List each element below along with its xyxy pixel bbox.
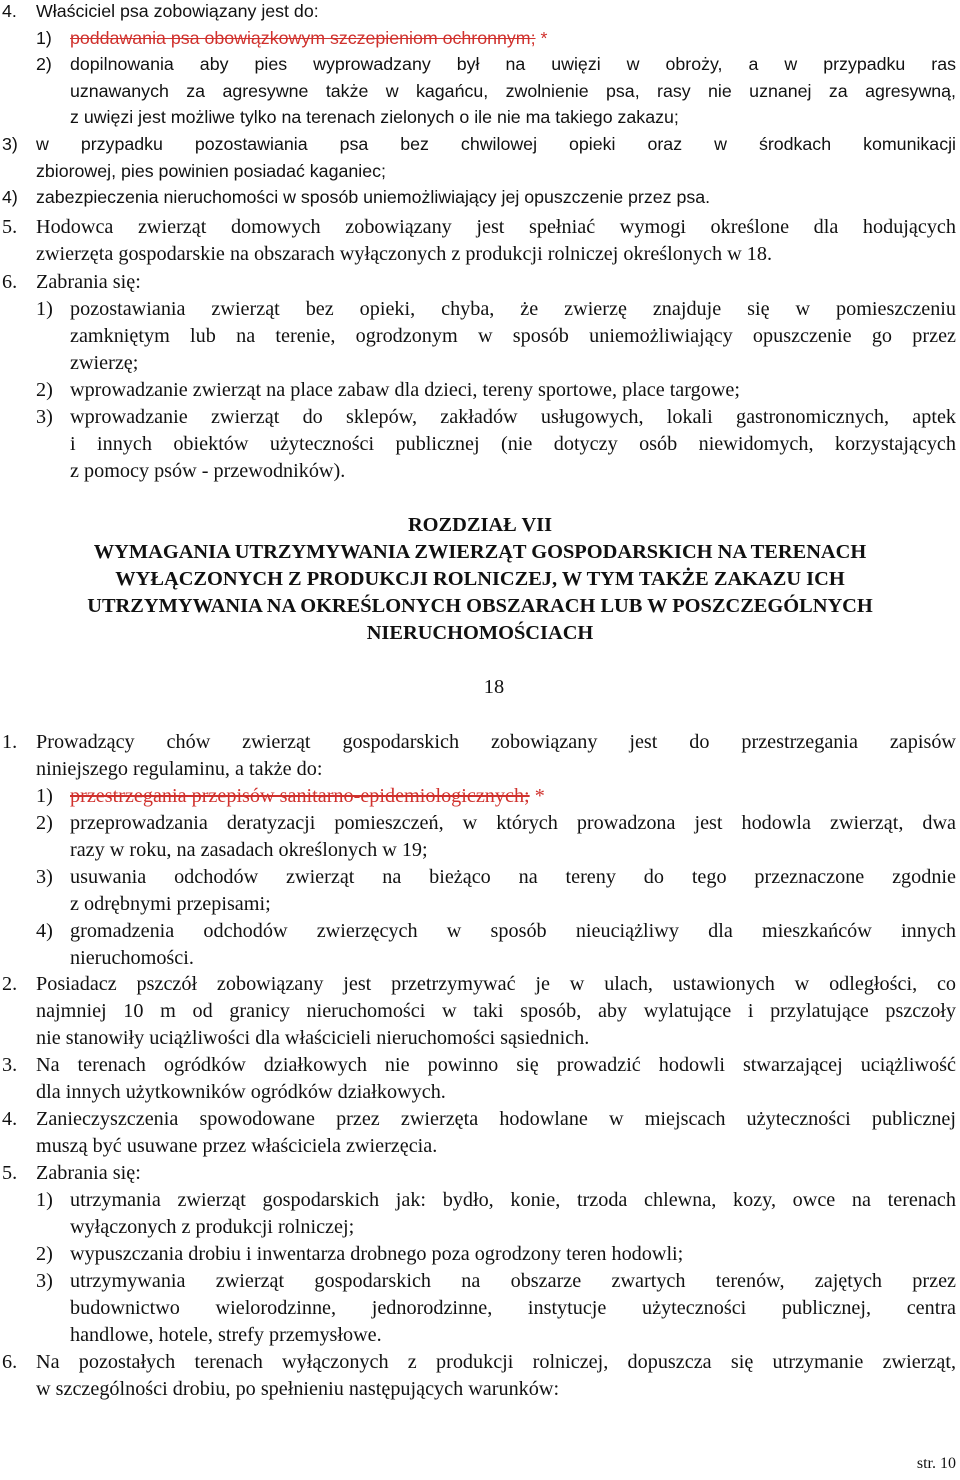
text-line: Prowadzący chów zwierząt gospodarskich zobowiązany jest do przestrzegania zapisów	[36, 731, 956, 753]
text-line: z pomocy psów - przewodników).	[70, 460, 346, 482]
text-line: nieruchomości.	[70, 947, 194, 969]
struck-text: przestrzegania przepisów sanitarno-epidemiologicznych;	[70, 785, 530, 807]
item-number: 3)	[2, 133, 18, 154]
list-item	[36, 1268, 956, 1349]
text-line: w przypadku pozostawiania psa bez chwilowej opieki oraz w środkach komunikacji	[36, 133, 956, 154]
text-line: zbiorowej, pies powinien posiadać kaganiec;	[36, 160, 386, 181]
paragraph-number: 2.	[2, 973, 18, 995]
text-line: najmniej 10 m od granicy nieruchomości w taki sposób, aby wylatujące i przylatujące pszczoły	[36, 1000, 956, 1022]
chapter-heading	[0, 512, 960, 647]
text-line: utrzymywania zwierząt gospodarskich na obszarze zwartych terenów, zajętych przez	[70, 1270, 956, 1292]
list-item	[36, 51, 956, 131]
paragraph-intro: Zabrania się:	[36, 271, 141, 293]
chapter-subtitle-line: WYMAGANIA UTRZYMYWANIA ZWIERZĄT GOSPODARSKICH NA TERENACH	[93, 541, 867, 563]
text-line: uznawanych za agresywne także w kagańcu, zwolnienie psa, rasy nie uznanej za agresywną,	[70, 80, 956, 101]
paragraph-6-prohibitions	[2, 269, 956, 485]
text-line: i innych obiektów użyteczności publicznej (nie dotyczy osób niewidomych, korzystających	[70, 433, 956, 455]
page-number: str. 10	[916, 1455, 956, 1472]
paragraph-2-beekeeper	[2, 971, 956, 1052]
paragraph-1-livestock-keeper	[2, 729, 956, 972]
list-item	[36, 783, 956, 810]
text-line: przeprowadzania deratyzacji pomieszczeń, w których prowadzona jest hodowla zwierząt, dwa	[70, 812, 956, 834]
text-line: wprowadzanie zwierząt na place zabaw dla dzieci, tereny sportowe, place targowe;	[70, 379, 740, 401]
text-line: z uwięzi jest możliwe tylko na terenach zielonych o ile nie ma takiego zakazu;	[70, 107, 679, 128]
text-line: niniejszego regulaminu, a także do:	[36, 758, 323, 780]
chapter-subtitle-line: WYŁĄCZONYCH Z PRODUKCJI ROLNICZEJ, W TYM TAKŻE ZAKAZU ICH	[115, 568, 845, 590]
paragraph-number: 3.	[2, 1054, 18, 1076]
paragraph-number: 1.	[2, 731, 18, 753]
paragraph-4-contamination	[2, 1106, 956, 1160]
item-number: 3)	[36, 866, 53, 888]
list-item	[36, 404, 956, 485]
text-line: wyłączonych z produkcji rolniczej;	[70, 1216, 355, 1238]
chapter-subtitle-line: NIERUCHOMOŚCIACH	[366, 622, 594, 644]
text-line: nie stanowiły uciążliwości dla właścicieli nieruchomości sąsiednich.	[36, 1027, 590, 1049]
paragraph-number: 5.	[2, 1162, 18, 1184]
item-number: 1)	[36, 298, 53, 320]
paragraph-5-domestic-breeder	[2, 214, 956, 268]
text-line: utrzymania zwierząt gospodarskich jak: bydło, konie, trzoda chlewna, kozy, owce na terenach	[70, 1189, 956, 1211]
paragraph-intro: Zabrania się:	[36, 1162, 141, 1184]
paragraph-number: 6.	[2, 1351, 18, 1373]
text-line: usuwania odchodów zwierząt na bieżąco na tereny do tego przeznaczone zgodnie	[70, 866, 956, 888]
text-line: pozostawiania zwierząt bez opieki, chyba, że zwierzę znajduje się w pomieszczeniu	[70, 298, 956, 320]
text-line: zamkniętym lub na terenie, ogrodzonym w sposób uniemożliwiający opuszczenie go przez	[70, 325, 956, 347]
chapter-title: ROZDZIAŁ VII	[407, 514, 553, 536]
text-line: Hodowca zwierząt domowych zobowiązany jest spełniać wymogi określone dla hodujących	[36, 216, 956, 238]
item-number: 2)	[36, 379, 53, 401]
text-line: zwierzęta gospodarskie na obszarach wyłączonych z produkcji rolniczej określonych w 18.	[36, 243, 772, 265]
text-line: wypuszczania drobiu i inwentarza drobnego poza ogrodzony teren hodowli;	[70, 1243, 684, 1265]
item-number: 2)	[36, 54, 52, 75]
list-item	[2, 184, 956, 211]
list-item	[2, 131, 956, 184]
paragraph-5-livestock-prohibitions	[2, 1160, 956, 1349]
paragraph-6-other-areas	[2, 1349, 956, 1403]
text-line: gromadzenia odchodów zwierzęcych w sposób nieuciążliwy dla mieszkańców innych	[70, 920, 956, 942]
item-number: 4)	[36, 920, 53, 942]
paragraph-number: 4.	[2, 1108, 18, 1130]
list-item	[36, 864, 956, 918]
struck-text: poddawania psa obowiązkowym szczepieniom ochronnym;	[70, 27, 536, 48]
text-line: Posiadacz pszczół zobowiązany jest przetrzymywać je w ulach, ustawionych w odległości, co	[36, 973, 956, 995]
text-line: handlowe, hotele, strefy przemysłowe.	[70, 1324, 382, 1346]
text-line: budownictwo wielorodzinne, jednorodzinne, instytucje użyteczności publicznej, centra	[70, 1297, 956, 1319]
paragraph-number: 6.	[2, 271, 18, 293]
text-line: Na pozostałych terenach wyłączonych z produkcji rolniczej, dopuszcza się utrzymanie zwierząt,	[36, 1351, 956, 1373]
item-number: 3)	[36, 406, 53, 428]
list-item	[36, 377, 956, 404]
list-item	[36, 1187, 956, 1241]
text-line: dopilnowania aby pies wyprowadzany był na uwięzi w obroży, a w przypadku ras	[70, 54, 956, 75]
paragraph-number: 4.	[2, 1, 17, 21]
list-item	[36, 296, 956, 377]
text-line: muszą być usuwane przez właściciela zwierzęcia.	[36, 1135, 438, 1157]
list-item	[36, 1241, 956, 1268]
text-line: w szczególności drobiu, po spełnieniu następujących warunków:	[36, 1378, 560, 1400]
item-number: 1)	[36, 27, 52, 48]
item-number: 1)	[36, 1189, 53, 1211]
section-number: 18	[483, 676, 505, 698]
text-line: zabezpieczenia nieruchomości w sposób uniemożliwiający jej opuszczenie przez psa.	[36, 187, 711, 208]
paragraph-number: 5.	[2, 216, 18, 238]
text-line: zwierzę;	[70, 352, 139, 374]
text-line: wprowadzanie zwierząt do sklepów, zakładów usługowych, lokali gastronomicznych, aptek	[70, 406, 956, 428]
list-item	[36, 25, 956, 52]
chapter-subtitle-line: UTRZYMYWANIA NA OKREŚLONYCH OBSZARACH LUB W POSZCZEGÓLNYCH	[87, 595, 873, 617]
text-line: razy w roku, na zasadach określonych w 19;	[70, 839, 428, 861]
text-line: z odrębnymi przepisami;	[70, 893, 271, 915]
asterisk-mark: *	[529, 785, 545, 807]
item-number: 4)	[2, 187, 18, 208]
list-item	[36, 918, 956, 972]
item-number: 2)	[36, 1243, 53, 1265]
paragraph-3-allotments	[2, 1052, 956, 1106]
list-item	[36, 810, 956, 864]
paragraph-intro: Właściciel psa zobowiązany jest do:	[36, 1, 319, 21]
text-line: Na terenach ogródków działkowych nie powinno się prowadzić hodowli stwarzającej uciążliwość	[36, 1054, 956, 1076]
item-number: 1)	[36, 785, 53, 807]
asterisk-mark: *	[535, 27, 548, 48]
item-number: 3)	[36, 1270, 53, 1292]
text-line: dla innych użytkowników ogródków działkowych.	[36, 1081, 446, 1103]
paragraph-4-dog-owner	[2, 0, 956, 211]
text-line: Zanieczyszczenia spowodowane przez zwierzęta hodowlane w miejscach użyteczności publicznej	[36, 1108, 956, 1130]
item-number: 2)	[36, 812, 53, 834]
